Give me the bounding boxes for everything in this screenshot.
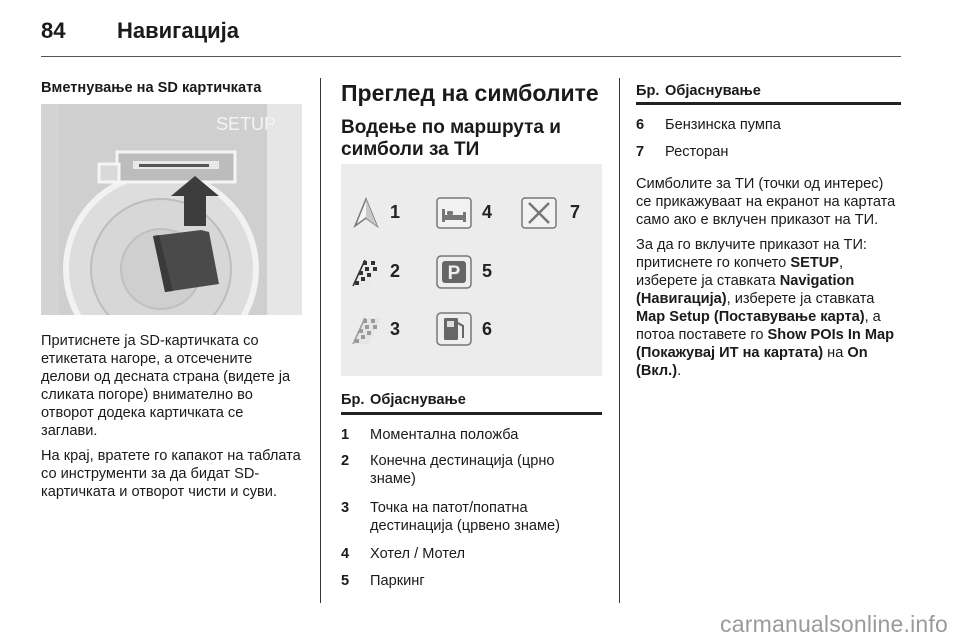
row-text: Точка на патот/попатна дестинација (црвено знаме)	[370, 500, 561, 534]
table-header-number: Бр.	[341, 392, 365, 408]
row-text: Конечна дестинација (црно знаме)	[370, 453, 555, 487]
sd-card-instructions	[41, 332, 303, 508]
hotel-icon	[436, 197, 472, 229]
table-row	[341, 545, 602, 563]
paragraph: За да го вклучите приказот на ТИ: притиснете го копчето SETUP, изберете ја ставката Navigation (Навигација), изберете ја ставката Map Setup (Поставување карта), а потоа поставете го Show POIs In Map (Покажувај ИТ на картата) на On (Вкл.).	[636, 237, 895, 379]
symbol-number: 6	[482, 319, 493, 339]
paragraph: На крај, вратете го капакот на таблата со инструменти за да бидат SD-картичката и отворот чисти и суви.	[41, 448, 301, 500]
setup-key: SETUP	[790, 255, 840, 271]
table-row	[341, 572, 602, 590]
menu-show-pois: Show POIs In Map (Покажувај ИТ на картата)	[636, 327, 895, 361]
row-text: Хотел / Мотел	[370, 546, 465, 562]
row-number: 3	[341, 500, 350, 516]
option-on: On (Вкл.)	[636, 345, 868, 379]
symbol-number: 2	[390, 261, 401, 281]
page-number: 84	[41, 18, 66, 43]
menu-navigation: Navigation (Навигација)	[636, 273, 855, 307]
paragraph: Симболите за ТИ (точки од интерес) се прикажуваат на екранот на картата само ако е вклучен приказот на ТИ.	[636, 176, 896, 228]
symbol-number: 5	[482, 261, 493, 281]
column-divider-2	[619, 78, 620, 603]
sd-card-heading: Вметнување на SD картичката	[41, 80, 262, 96]
row-text: Моментална положба	[370, 427, 519, 443]
current-position-icon	[353, 197, 379, 229]
poi-instructions	[636, 175, 901, 387]
destination-flag-icon	[351, 256, 383, 288]
row-text: Ресторан	[665, 144, 729, 160]
menu-map-setup: Map Setup (Поставување карта)	[636, 309, 865, 325]
sd-card-illustration	[41, 104, 302, 315]
section-title: Преглед на симболите	[341, 80, 599, 106]
symbol-number: 3	[390, 319, 401, 339]
row-number: 2	[341, 453, 350, 469]
row-number: 4	[341, 546, 350, 562]
paragraph: Притиснете ја SD-картичката со етикетата нагоре, а отсечените делови од десната страна (видете ја сликата погоре) внимателно во отворот додека картичката се заглави.	[41, 333, 291, 439]
chapter-title: Навигација	[117, 18, 239, 43]
table-row	[636, 116, 901, 134]
section-subtitle: Водење по маршрута и симболи за ТИ	[341, 117, 561, 160]
row-number: 6	[636, 117, 645, 133]
column-divider-1	[320, 78, 321, 603]
table-row	[636, 143, 901, 161]
table-header-rule	[636, 102, 901, 105]
header-divider	[41, 56, 901, 57]
symbols-panel	[341, 164, 602, 376]
table-row	[341, 452, 602, 488]
row-text: Паркинг	[370, 573, 425, 589]
setup-button-label: SETUP	[215, 114, 277, 134]
row-number: 5	[341, 573, 350, 589]
table-header-number: Бр.	[636, 83, 660, 99]
symbol-number: 4	[482, 202, 493, 222]
row-text: Бензинска пумпа	[665, 117, 781, 133]
fuel-pump-icon	[436, 312, 472, 346]
row-number: 1	[341, 427, 350, 443]
restaurant-icon	[521, 197, 557, 229]
symbol-number: 1	[390, 202, 401, 222]
row-number: 7	[636, 144, 645, 160]
table-row	[341, 426, 602, 444]
table-header-rule	[341, 412, 602, 415]
parking-icon	[436, 255, 472, 289]
symbol-number: 7	[570, 202, 581, 222]
table-row	[341, 499, 602, 535]
watermark: carmanualsonline.info	[720, 611, 948, 637]
table-header-description: Објаснување	[665, 83, 761, 99]
svg-text:P: P	[447, 263, 461, 284]
table-header-description: Објаснување	[370, 392, 466, 408]
waypoint-flag-icon	[351, 314, 383, 346]
